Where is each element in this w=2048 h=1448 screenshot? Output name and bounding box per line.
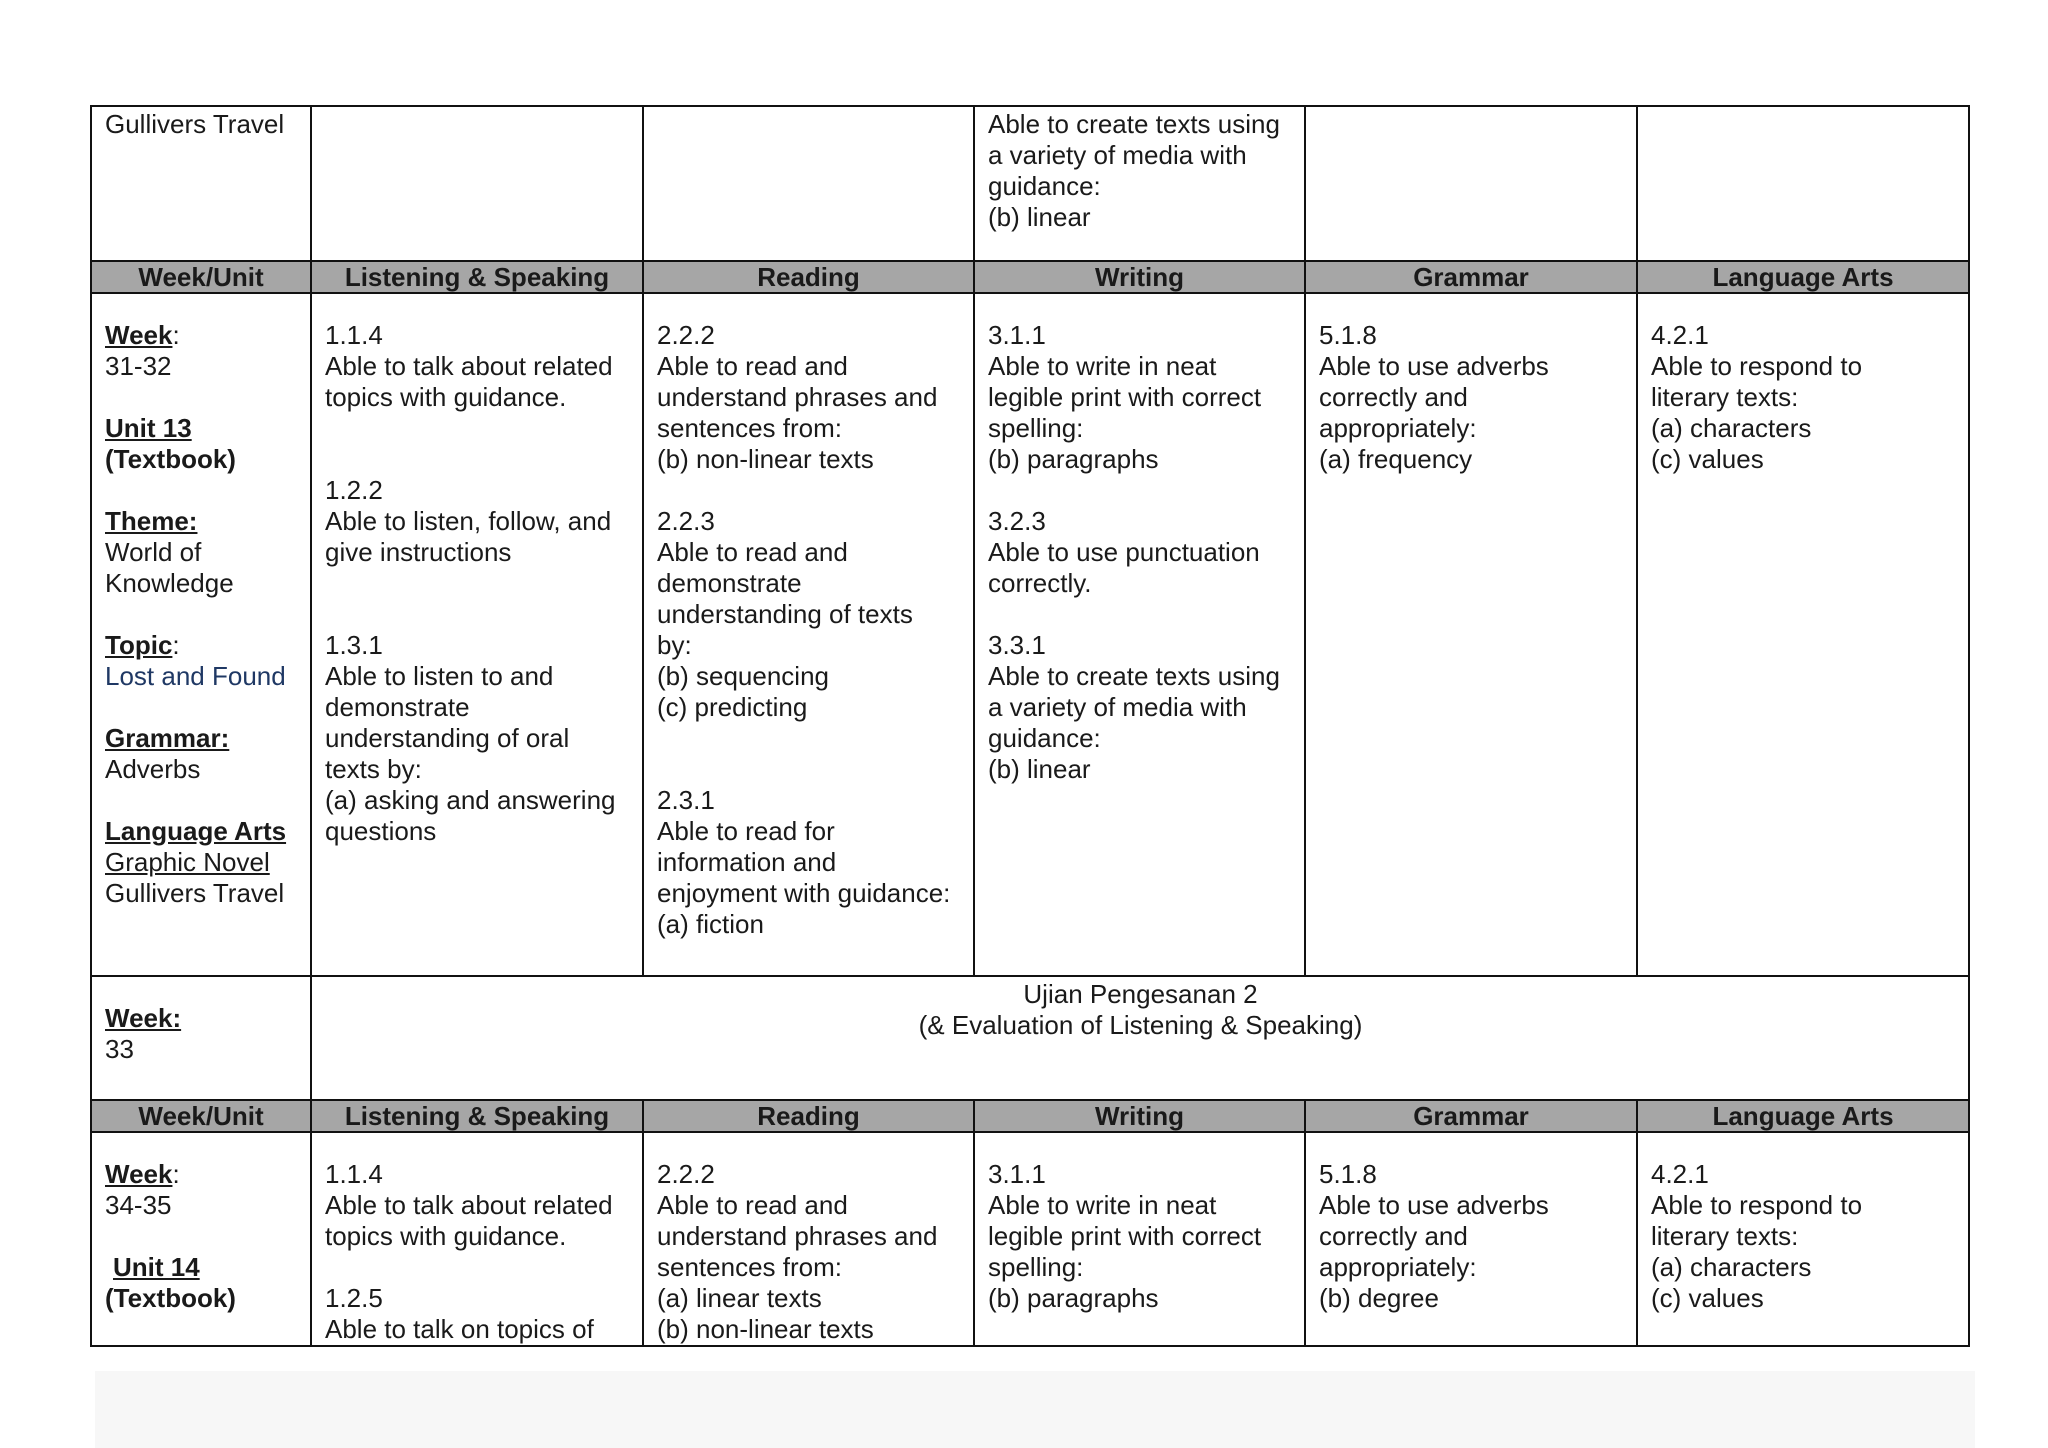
week-unit-cell xyxy=(91,976,311,1100)
header-reading: Reading xyxy=(643,1100,974,1132)
week-unit-cell xyxy=(91,293,311,976)
language-arts-cell: 4.2.1 Able to respond to literary texts: (a) characters (c) values xyxy=(1637,1132,1969,1346)
theme-label: Theme: xyxy=(105,506,198,536)
week-label: Week: xyxy=(105,1003,182,1033)
week-label: Week xyxy=(105,1159,173,1189)
week-colon: : xyxy=(172,320,180,350)
week-value: 34-35 xyxy=(105,1190,172,1220)
topic-colon: : xyxy=(172,630,180,660)
grammar-label: Grammar: xyxy=(105,723,230,753)
week-33-row xyxy=(91,976,1969,1100)
header-week-unit: Week/Unit xyxy=(91,261,311,293)
header-language-arts: Language Arts xyxy=(1637,261,1969,293)
header-listening-speaking: Listening & Speaking xyxy=(311,1100,643,1132)
exam-title: Ujian Pengesanan 2 xyxy=(1023,979,1258,1009)
week-colon: : xyxy=(172,1159,180,1189)
grammar-value: Adverbs xyxy=(105,754,201,784)
reading-cell: 2.2.2 Able to read and understand phrases and sentences from: (b) non-linear texts 2.2.3 Able to read and demonstrate understanding of texts by: (b) sequencing (c) predicting 2.3.1 Able to read for information and enjoyment with guidance: (a) fiction xyxy=(643,293,974,976)
listening-cell: 1.1.4 Able to talk about related topics with guidance. 1.2.2 Able to listen, follow, and give instructions 1.3.1 Able to listen to and demonstrate understanding of oral texts by: (a) asking and answering questions xyxy=(311,293,643,976)
week-unit-cell xyxy=(91,106,311,261)
language-arts-cell xyxy=(1637,106,1969,261)
reading-cell: 2.2.2 Able to read and understand phrases and sentences from: (a) linear texts (b) non-linear texts xyxy=(643,1132,974,1346)
exam-subtitle: (& Evaluation of Listening & Speaking) xyxy=(918,1010,1363,1040)
exam-cell xyxy=(311,976,1969,1100)
language-arts-title: Gullivers Travel xyxy=(105,878,285,908)
header-grammar: Grammar xyxy=(1305,261,1637,293)
header-language-arts: Language Arts xyxy=(1637,1100,1969,1132)
language-arts-label: Language Arts xyxy=(105,816,287,846)
continuation-row xyxy=(91,106,1969,261)
unit-label: Unit 14 xyxy=(113,1252,200,1282)
grammar-cell: 5.1.8 Able to use adverbs correctly and appropriately: (b) degree xyxy=(1305,1132,1637,1346)
topic-value: Lost and Found xyxy=(105,661,286,691)
language-arts-value: Graphic Novel xyxy=(105,847,270,877)
grammar-cell xyxy=(1305,106,1637,261)
header-row xyxy=(91,1100,1969,1132)
reading-cell xyxy=(643,106,974,261)
week-label: Week xyxy=(105,320,173,350)
header-row xyxy=(91,261,1969,293)
grammar-cell: 5.1.8 Able to use adverbs correctly and appropriately: (a) frequency xyxy=(1305,293,1637,976)
writing-cell: 3.1.1 Able to write in neat legible print with correct spelling: (b) paragraphs xyxy=(974,1132,1305,1346)
language-arts-cell: 4.2.1 Able to respond to literary texts: (a) characters (c) values xyxy=(1637,293,1969,976)
header-writing: Writing xyxy=(974,261,1305,293)
week-unit-cell xyxy=(91,1132,311,1346)
week-value: 31-32 xyxy=(105,351,172,381)
listening-cell xyxy=(311,106,643,261)
unit-label: Unit 13 xyxy=(105,413,192,443)
writing-cell: Able to create texts using a variety of media with guidance: (b) linear xyxy=(974,106,1305,261)
header-listening-speaking: Listening & Speaking xyxy=(311,261,643,293)
header-writing: Writing xyxy=(974,1100,1305,1132)
header-grammar: Grammar xyxy=(1305,1100,1637,1132)
unit-sub: (Textbook) xyxy=(105,444,236,474)
week-34-35-row xyxy=(91,1132,1969,1346)
unit-sub: (Textbook) xyxy=(105,1283,236,1313)
la-title-text: Gullivers Travel xyxy=(105,109,285,139)
theme-value: World of Knowledge xyxy=(105,537,234,598)
writing-cell: 3.1.1 Able to write in neat legible print with correct spelling: (b) paragraphs 3.2.3 Able to use punctuation correctly. 3.3.1 Able to create texts using a variety of media with guidance: (b) linear xyxy=(974,293,1305,976)
page-bottom-band xyxy=(95,1371,1975,1448)
listening-cell: 1.1.4 Able to talk about related topics with guidance. 1.2.5 Able to talk on topics of xyxy=(311,1132,643,1346)
week-value: 33 xyxy=(105,1034,134,1064)
topic-label: Topic xyxy=(105,630,173,660)
header-week-unit: Week/Unit xyxy=(91,1100,311,1132)
scheme-of-work-table xyxy=(90,105,1970,1347)
header-reading: Reading xyxy=(643,261,974,293)
week-31-32-row xyxy=(91,293,1969,976)
